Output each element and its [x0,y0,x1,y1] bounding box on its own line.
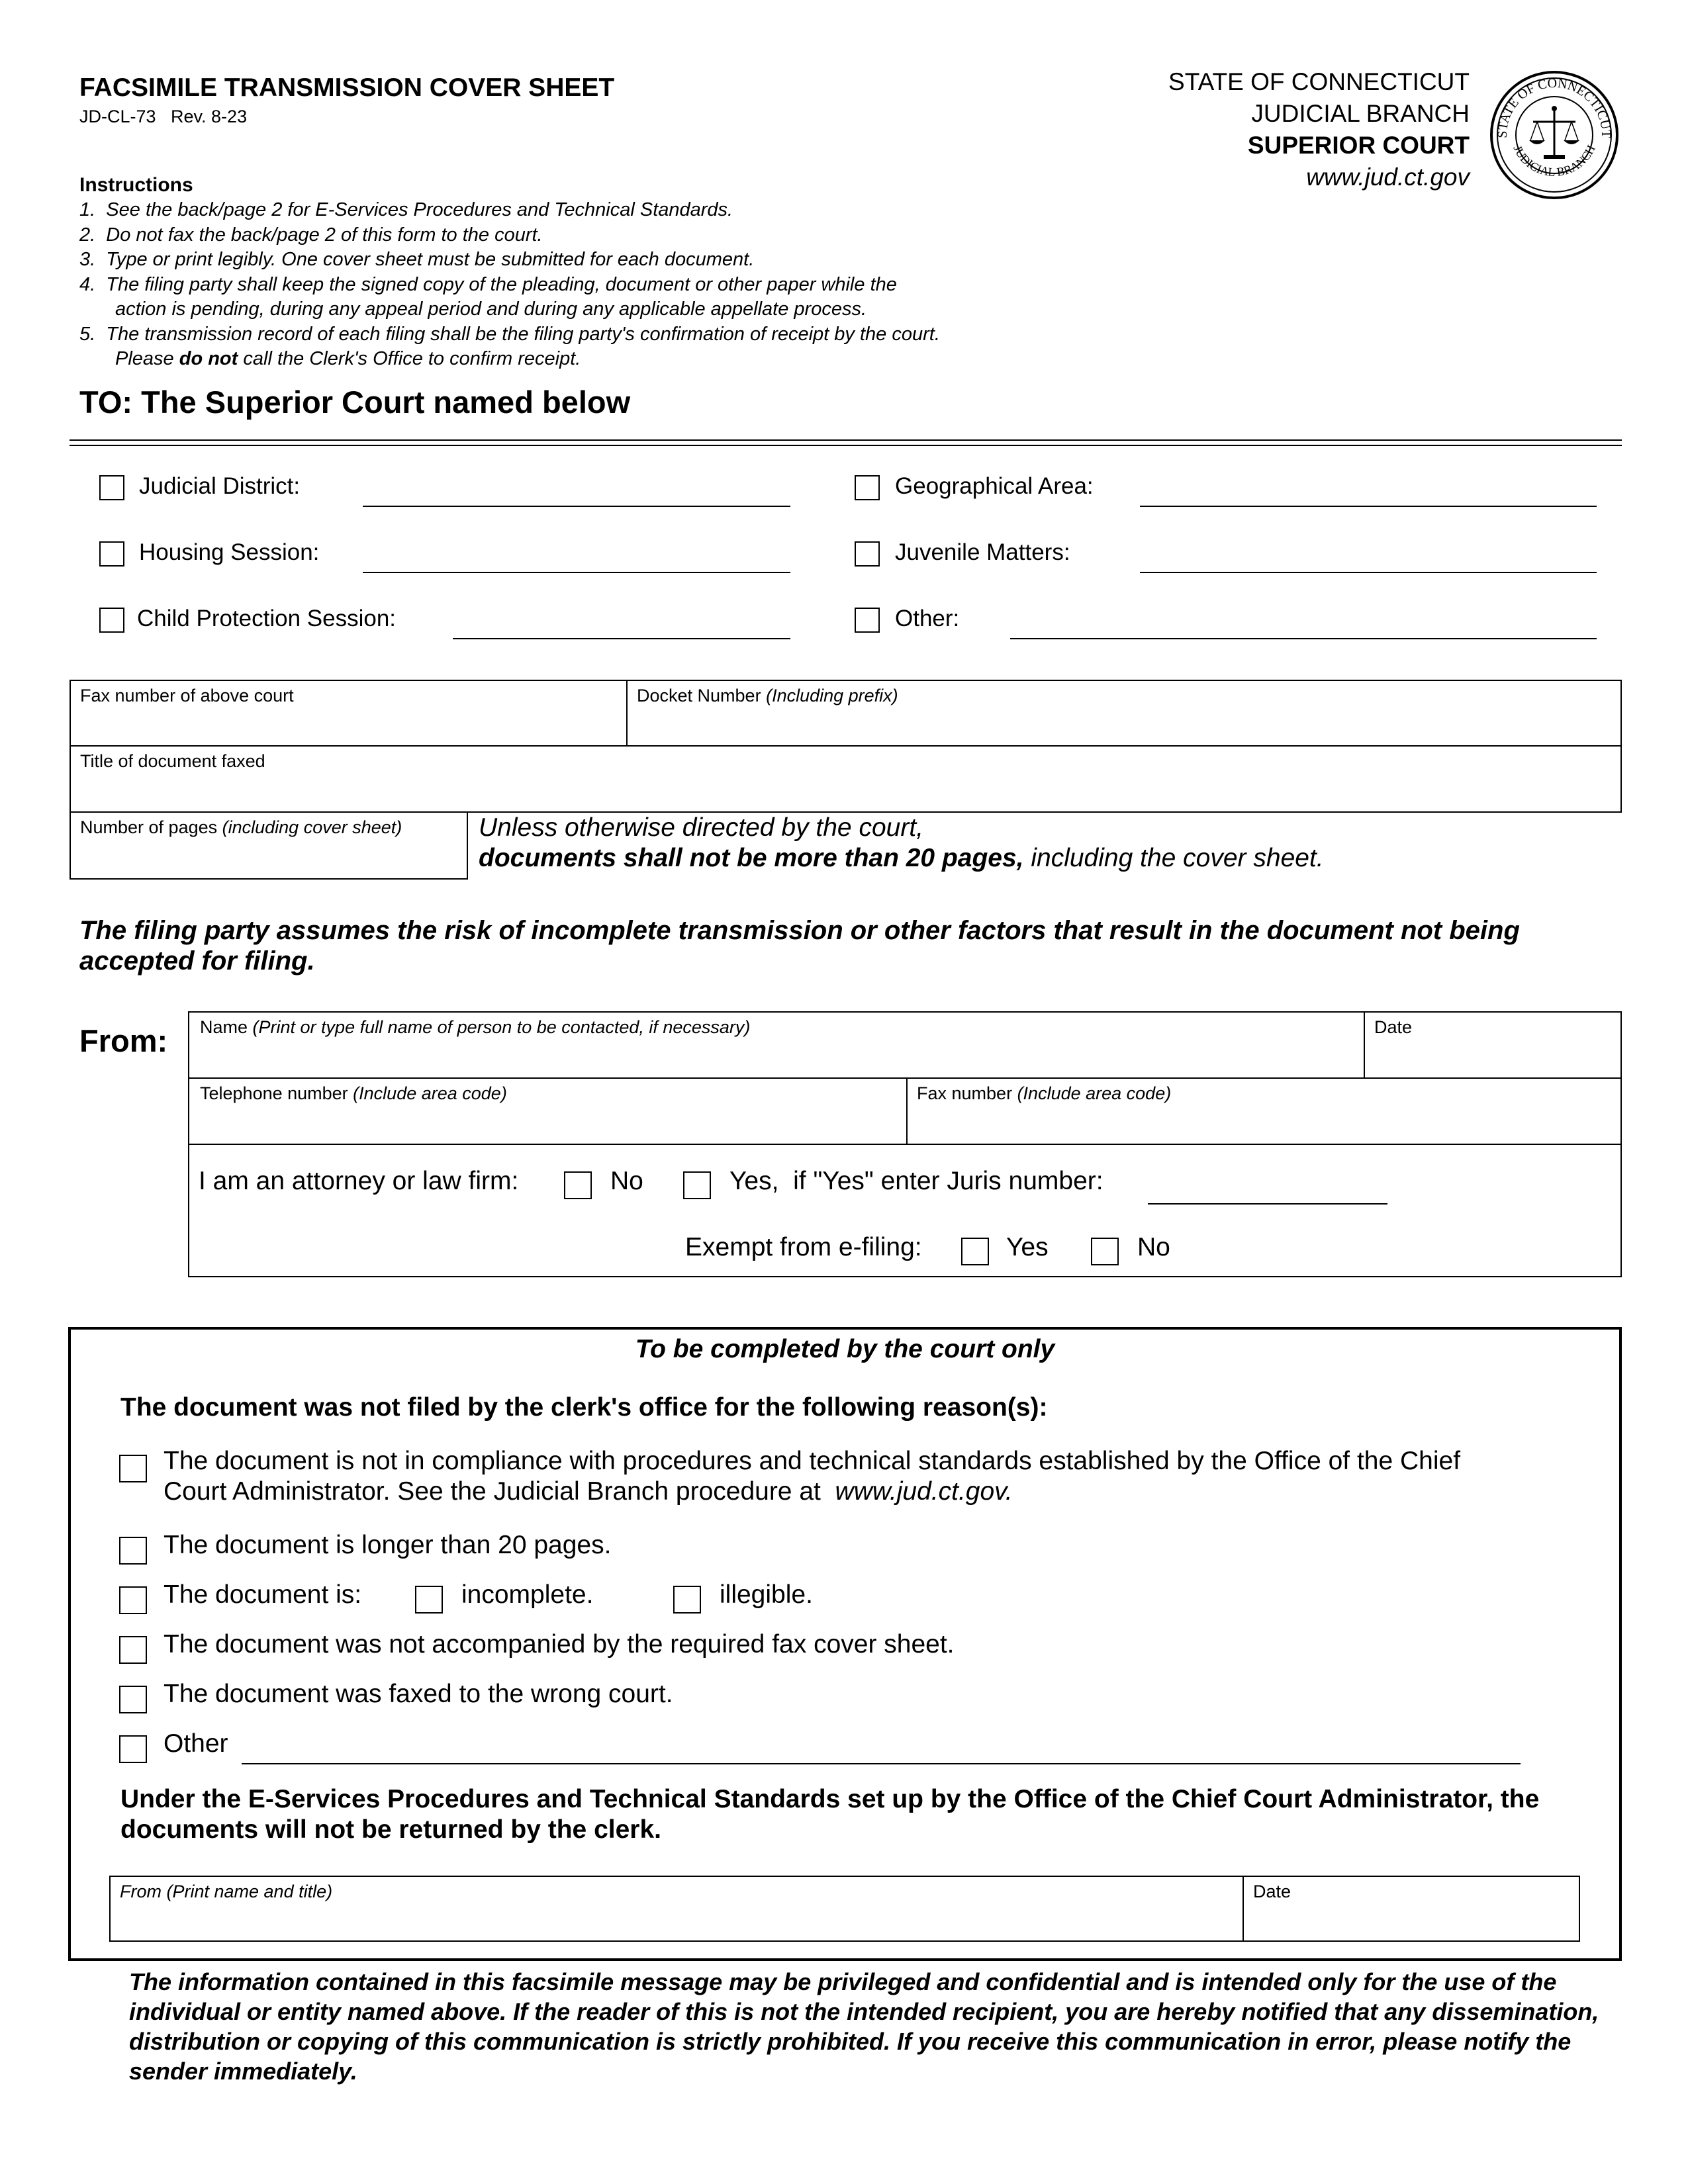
page-count-field[interactable] [70,811,468,880]
juvenile-matters-label: Juvenile Matters: [895,539,1070,565]
instruction-4-cont: action is pending, during any appeal period and during any applicable appellate process. [115,298,867,320]
reason-too-long-checkbox[interactable] [119,1537,147,1565]
juvenile-matters-field[interactable] [1140,572,1597,573]
child-protection-checkbox[interactable] [99,608,124,633]
geographical-area-checkbox[interactable] [855,475,880,500]
state-name: STATE OF CONNECTICUT [1168,68,1470,95]
from-heading: From: [79,1023,168,1058]
from-date-label: Date [1374,1017,1413,1037]
page-limit-line2 [479,843,1324,874]
return-notice: Under the E-Services Procedures and Technical Standards set up by the Office of the Chief Court Administrator, the documents will not be returned by the clerk. [120,1785,1540,1844]
attorney-no-label: No [610,1167,643,1195]
page-limit-line1: Unless otherwise directed by the court, [479,813,923,842]
reason-wrong-court-text: The document was faxed to the wrong court. [164,1680,673,1708]
exempt-no-label: No [1137,1233,1170,1261]
judicial-district-checkbox[interactable] [99,475,124,500]
reason-other-field[interactable] [242,1763,1521,1764]
other-court-checkbox[interactable] [855,608,880,633]
sender-fax-text: Fax number [917,1083,1017,1103]
contact-name-label [200,1017,750,1038]
form-title: FACSIMILE TRANSMISSION COVER SHEET [79,73,615,102]
confidentiality-notice: The information contained in this facsimile message may be privileged and confidential and is intended only for the use of the individual or entity named above. If the reader of this is not the intended recipient, you are hereby notified that any dissemination, distribution or copying of this communication is strictly prohibited. If you receive this communication in error, please notify the sender immediately. [129,1968,1599,2085]
court-name: SUPERIOR COURT [1247,132,1470,159]
exempt-no-checkbox[interactable] [1091,1238,1119,1265]
reason-compliance-checkbox[interactable] [119,1455,147,1482]
document-title-field[interactable] [70,745,1622,813]
page-limit-bold: documents shall not be more than 20 pages, [479,844,1024,872]
geographical-area-field[interactable] [1140,506,1597,507]
website-text: www.jud.ct.gov [1306,163,1470,191]
telephone-note: (Include area code) [353,1083,507,1103]
instructions-list [79,198,1139,372]
reason-compliance-text [164,1446,1460,1507]
clerk-date-field[interactable] [1243,1876,1580,1942]
attorney-no-checkbox[interactable] [564,1171,592,1199]
housing-session-label: Housing Session: [139,539,320,565]
reason-compliance-line2-text: Court Administrator. See the Judicial Branch procedure at [164,1477,821,1506]
attorney-yes-checkbox[interactable] [683,1171,711,1199]
clerk-name-title-label: From (Print name and title) [120,1882,333,1901]
to-heading: TO: The Superior Court named below [79,385,631,420]
child-protection-field[interactable] [453,638,790,639]
judicial-district-field[interactable] [363,506,790,507]
from-date-field[interactable] [1364,1011,1622,1079]
sender-fax-note: (Include area code) [1017,1083,1172,1103]
double-rule [70,439,1622,446]
attorney-question: I am an attorney or law firm: [199,1167,519,1195]
page-limit-notice [479,813,1324,874]
housing-session-field[interactable] [363,572,790,573]
fax-number-court-field[interactable] [70,680,628,747]
juvenile-matters-checkbox[interactable] [855,541,880,567]
incomplete-label: incomplete. [461,1580,594,1609]
page-limit-tail: including the cover sheet. [1023,844,1324,872]
telephone-text: Telephone number [200,1083,353,1103]
juris-number-field[interactable] [1148,1203,1387,1205]
contact-name-note: (Print or type full name of person to be contacted, if necessary) [252,1017,751,1037]
branch-name: JUDICIAL BRANCH [1251,100,1470,127]
reason-document-is-checkbox[interactable] [119,1586,147,1614]
instruction-5-cont [79,347,1139,372]
illegible-checkbox[interactable] [673,1586,701,1614]
instruction-1: 1. See the back/page 2 for E-Services Procedures and Technical Standards. [79,199,733,220]
illegible-label: illegible. [720,1580,813,1609]
exempt-yes-checkbox[interactable] [961,1238,989,1265]
contact-name-field[interactable] [188,1011,1365,1079]
risk-notice: The filing party assumes the risk of incomplete transmission or other factors that result in the document not being accepted for filing. [79,916,1520,976]
docket-number-label [637,685,898,706]
reason-too-long-text: The document is longer than 20 pages. [164,1531,612,1559]
court-only-heading: To be completed by the court only [635,1335,1055,1363]
instruction-5-post: call the Clerk's Office to confirm receipt. [238,348,581,369]
clerk-date-label: Date [1253,1882,1291,1901]
geographical-area-label: Geographical Area: [895,473,1094,499]
reason-compliance-line2 [164,1477,1460,1507]
reason-no-cover-checkbox[interactable] [119,1636,147,1664]
page-count-label [80,817,402,838]
instructions-heading: Instructions [79,174,193,196]
docket-number-text: Docket Number [637,686,767,705]
form-id: JD-CL-73 Rev. 8-23 [79,107,248,126]
clerk-name-title-field[interactable] [109,1876,1244,1942]
judicial-branch-seal [1488,69,1620,201]
reason-compliance-line1: The document is not in compliance with procedures and technical standards established by the Office of the Chief [164,1447,1461,1475]
reasons-heading: The document was not filed by the clerk's office for the following reason(s): [120,1393,1048,1422]
fax-number-court-label: Fax number of above court [80,686,294,705]
reason-document-is-text: The document is: [164,1580,362,1609]
incomplete-checkbox[interactable] [415,1586,443,1614]
instruction-4: 4. The filing party shall keep the signed copy of the pleading, document or other paper while the [79,273,897,295]
telephone-field[interactable] [188,1077,908,1145]
reason-wrong-court-checkbox[interactable] [119,1686,147,1713]
reason-compliance-link: www.jud.ct.gov. [835,1477,1013,1506]
instruction-2: 2. Do not fax the back/page 2 of this form to the court. [79,224,543,246]
page-count-text: Number of pages [80,817,222,837]
docket-number-note: (Including prefix) [766,686,898,705]
other-court-field[interactable] [1010,638,1597,639]
svg-text:STATE OF CONNECTICUT: STATE OF CONNECTICUT [1495,75,1614,138]
svg-text:JUDICIAL BRANCH: JUDICIAL BRANCH [1511,143,1598,179]
contact-name-text: Name [200,1017,253,1037]
sender-fax-field[interactable] [906,1077,1622,1145]
reason-other-checkbox[interactable] [119,1735,147,1763]
exempt-efiling-label: Exempt from e-filing: [685,1233,922,1261]
reason-other-label: Other [164,1729,228,1758]
instruction-5-pre: Please [115,348,179,369]
exempt-yes-label: Yes [1006,1233,1049,1261]
child-protection-label: Child Protection Session: [137,606,397,631]
telephone-label [200,1083,507,1104]
sender-fax-label [917,1083,1171,1104]
document-title-label: Title of document faxed [80,751,265,771]
instruction-3: 3. Type or print legibly. One cover sheet must be submitted for each document. [79,249,755,270]
attorney-yes-label: Yes, if "Yes" enter Juris number: [729,1167,1103,1195]
page-count-note: (including cover sheet) [222,817,402,837]
docket-number-field[interactable] [626,680,1622,747]
instruction-5-emphasis: do not [179,348,238,369]
reason-no-cover-text: The document was not accompanied by the required fax cover sheet. [164,1630,955,1659]
agency-block [1072,66,1470,193]
housing-session-checkbox[interactable] [99,541,124,567]
other-court-label: Other: [895,606,960,631]
instruction-5: 5. The transmission record of each filing shall be the filing party's confirmation of receipt by the court. [79,323,940,345]
judicial-district-label: Judicial District: [139,473,301,499]
